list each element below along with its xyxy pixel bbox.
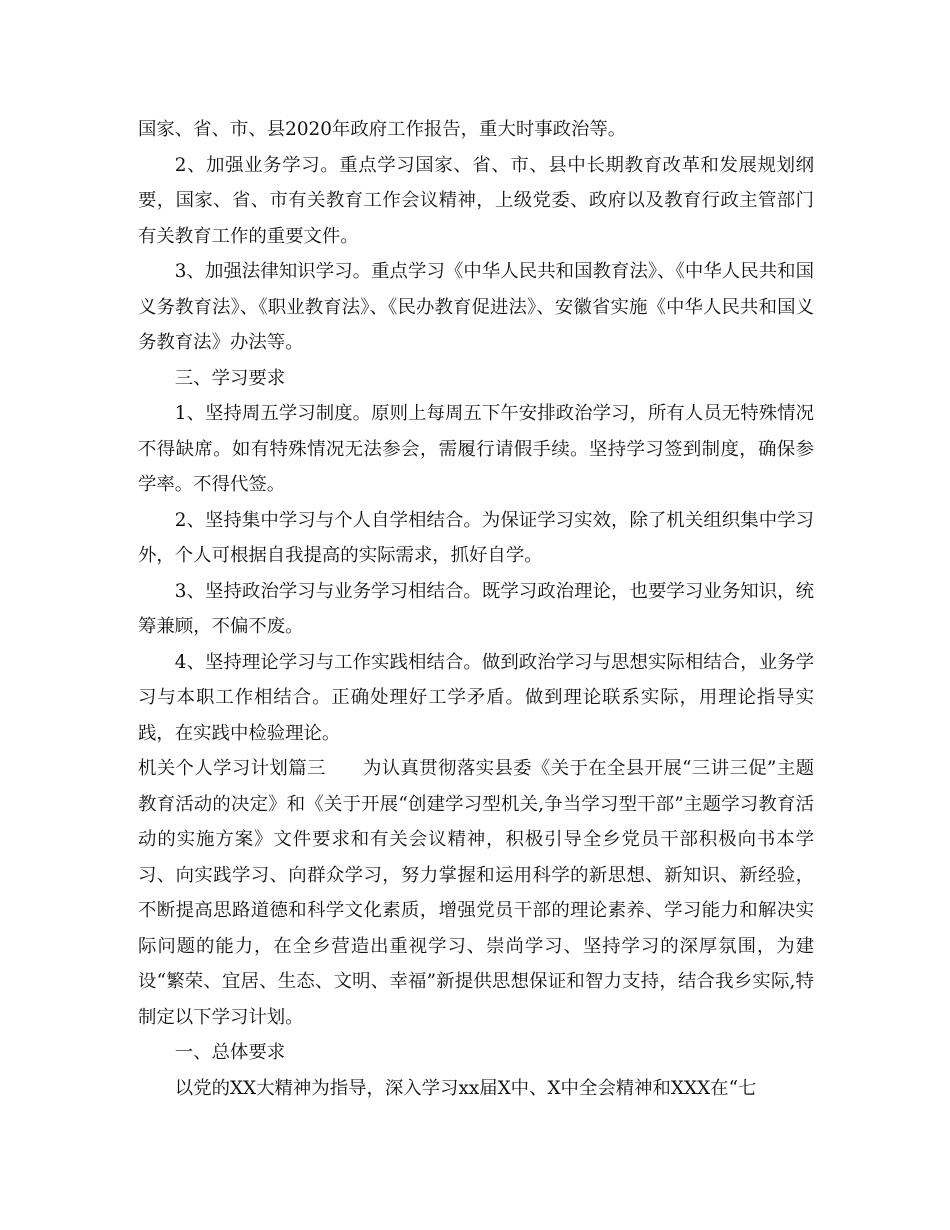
document-page [138,112,814,1106]
paragraph-9 [138,751,814,1035]
paragraph-11: 以党的XX大精神为指导，深入学习xx届X中、X中全会精神和XXX在“七 [174,1077,757,1099]
article-intro: 为认真贯彻落实县委《关于在全县开展“三讲三促”主题教育活动的决定》和《关于开展“创建学习型机关,争当学习型干部”主题学习教育活动的实施方案》文件要求和有关会议精神，积极引导全乡党员干部积极向书本学习、向实践学习、向群众学习，努力掌握和运用科学的新思想、新知识、新经验，不断提高思路道德和科学文化素质，增强党员干部的理论素养、学习能力和解决实际问题的能力，在全乡营造出重视学习、崇尚学习、坚持学习的深厚氛围，为建设“繁荣、宜居、生态、文明、幸福”新提供思想保证和智力支持，结合我乡实际,特制定以下学习计划。 [138,758,814,1028]
section-heading-requirements: 三、学习要求 [174,367,286,389]
paragraph-5: 1、坚持周五学习制度。原则上每周五下午安排政治学习，所有人员无特殊情况不得缺席。如有特殊情况无法参会，需履行请假手续。坚持学习签到制度，确保参学率。不得代签。 [138,403,814,495]
paragraph-1: 国家、省、市、县2020年政府工作报告，重大时事政治等。 [138,119,627,140]
paragraph-8: 4、坚持理论学习与工作实践相结合。做到政治学习与思想实际相结合，业务学习与本职工作相结合。正确处理好工学矛盾。做到理论联系实际，用理论指导实践，在实践中检验理论。 [138,651,814,744]
section-heading-overall: 一、总体要求 [174,1042,286,1063]
paragraph-6: 2、坚持集中学习与个人自学相结合。为保证学习实效，除了机关组织集中学习外，个人可根据自我提高的实际需求，抓好自学。 [138,509,814,566]
paragraph-3: 3、加强法律知识学习。重点学习《中华人民共和国教育法》、《中华人民共和国义务教育法》、《职业教育法》、《民办教育促进法》、安徽省实施《中华人民共和国义务教育法》办法等。 [138,261,814,353]
paragraph-7: 3、坚持政治学习与业务学习相结合。既学习政治理论，也要学习业务知识，统筹兼顾，不偏不废。 [138,580,814,637]
paragraph-2: 2、加强业务学习。重点学习国家、省、市、县中长期教育改革和发展规划纲要，国家、省、市有关教育工作会议精神，上级党委、政府以及教育行政主管部门有关教育工作的重要文件。 [138,154,814,247]
article-title: 机关个人学习计划篇三 [138,758,326,779]
